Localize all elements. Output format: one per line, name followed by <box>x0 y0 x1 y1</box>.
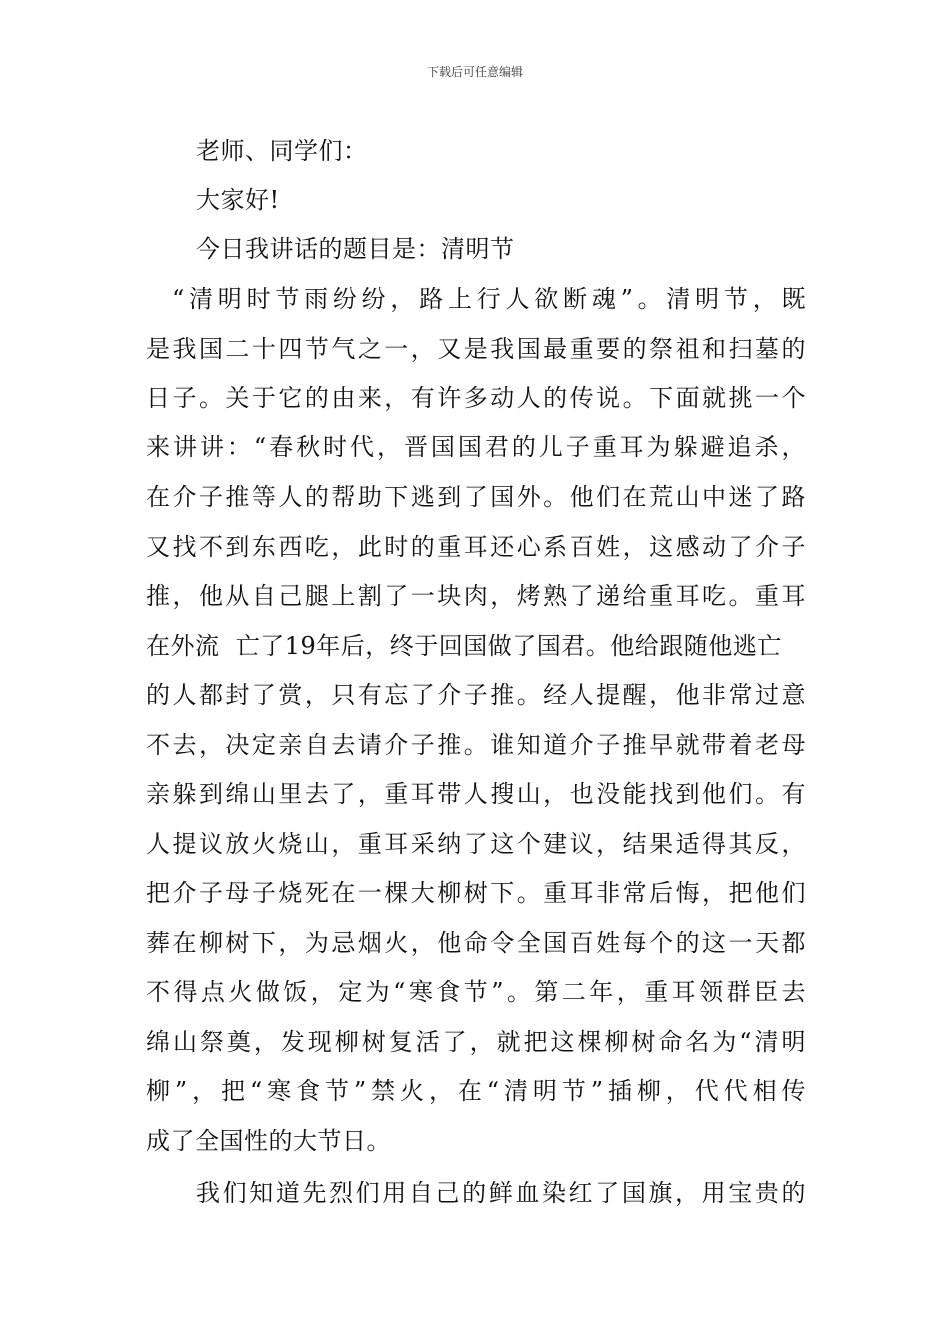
paragraph-line: 绵山祭奠，发现柳树复活了，就把这棵柳树命名为“清明 <box>146 1028 806 1056</box>
paragraph-line: 来讲讲：“春秋时代，晋国国君的儿子重耳为躲避追杀， <box>146 433 806 461</box>
paragraph-line: 的人都封了赏，只有忘了介子推。经人提醒，他非常过意 <box>146 681 806 709</box>
paragraph-line: 不去，决定亲自去请介子推。谁知道介子推早就带着老母 <box>146 731 806 759</box>
paragraph-line: 在外流 亡了19年后，终于回国做了国君。他给跟随他逃亡 <box>146 632 782 660</box>
page-header: 下载后可任意编辑 <box>426 65 523 79</box>
paragraph-line: 葬在柳树下，为忌烟火，他命令全国百姓每个的这一天都 <box>146 929 806 957</box>
paragraph-line: 把介子母子烧死在一棵大柳树下。重耳非常后悔，把他们 <box>146 879 806 907</box>
paragraph-line: 不得点火做饭，定为“寒食节”。第二年，重耳领群臣去 <box>146 978 806 1006</box>
paragraph-line: 成了全国性的大节日。 <box>146 1127 391 1155</box>
paragraph-line: 在介子推等人的帮助下逃到了国外。他们在荒山中迷了路 <box>146 483 806 511</box>
paragraph-line: 我们知道先烈们用自己的鲜血染红了国旗，用宝贵的 <box>196 1179 806 1207</box>
paragraph-line: 亲躲到绵山里去了，重耳带人搜山，也没能找到他们。有 <box>146 780 806 808</box>
paragraph-line: 日子。关于它的由来，有许多动人的传说。下面就挑一个 <box>146 384 806 412</box>
paragraph-line: 又找不到东西吃，此时的重耳还心系百姓，这感动了介子 <box>146 533 806 561</box>
topic-line: 今日我讲话的题目是：清明节 <box>196 235 515 263</box>
paragraph-line: “清明时节雨纷纷，路上行人欲断魂”。清明节，既 <box>172 285 806 313</box>
paragraph-line: 人提议放火烧山，重耳采纳了这个建议，结果适得其反， <box>146 830 806 858</box>
paragraph-line: 柳”，把“寒食节”禁火，在“清明节”插柳，代代相传 <box>146 1077 806 1105</box>
paragraph-line: 推，他从自己腿上割了一块肉，烤熟了递给重耳吃。重耳 <box>146 582 806 610</box>
salutation-line: 老师、同学们： <box>196 137 368 165</box>
greeting-line: 大家好! <box>196 186 280 214</box>
paragraph-line: 是我国二十四节气之一，又是我国最重要的祭祖和扫墓的 <box>146 335 806 363</box>
